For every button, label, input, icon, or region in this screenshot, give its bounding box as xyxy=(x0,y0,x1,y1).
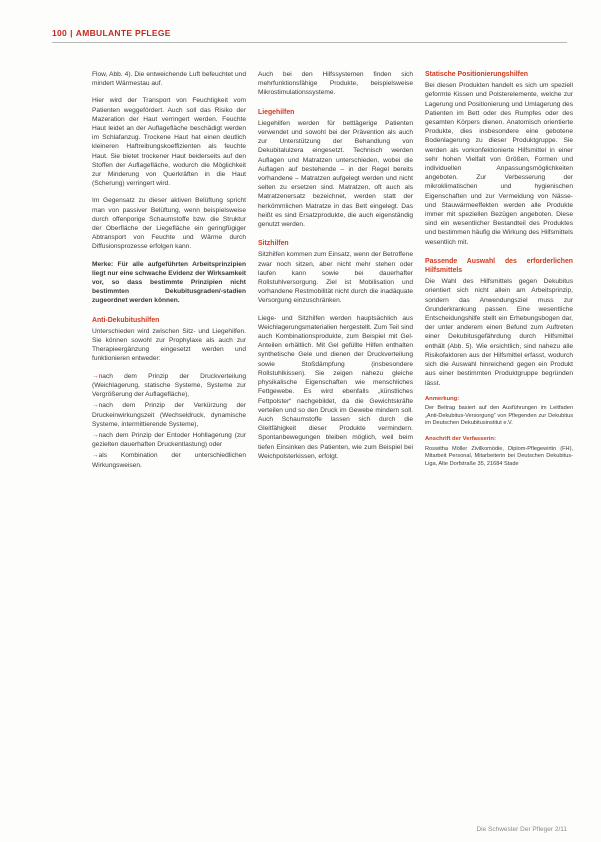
footnotes xyxy=(425,396,573,469)
principle-list xyxy=(92,372,246,470)
section-title: AMBULANTE PFLEGE xyxy=(75,28,171,38)
column-1 xyxy=(92,70,246,478)
section-heading: Liegehilfen xyxy=(258,108,295,116)
section-heading: Statische Positionierungshilfen xyxy=(425,71,528,78)
paragraph: Die Wahl des Hilfsmittels gegen Dekubitus orientiert sich nicht allein am Arbeitsprinzip, sondern das Anwendungsziel muss zur Grunderkrankung passen. Eine wesentliche Entscheidungshilfe stellt ein Erhebungsbogen dar, der unter anderem einen Befund zum Auftreten einer Dekubitusgefährdung durch Hilfsmittel enthält (Abb. 5). Wie ersichtlich, sind nahezu alle Risikofaktoren aus der Hilfsmittel erfasst, wodurch sich die Auswahl hinreichend gegen ein Produkt aus einer bestimmten Produktgruppe begründen lässt. xyxy=(425,278,573,387)
page-footer: Die Schwester Der Pfleger 2/11 xyxy=(476,826,567,833)
list-item: → nach dem Prinzip der Druckverteilung (Weichlagerung, statische Systeme, Systeme zur Vergrößerung der Auflagefläche), xyxy=(92,372,246,400)
note-paragraph: Merke: Für alle aufgeführten Arbeitsprinzipien liegt nur eine schwache Evidenz der Wirksamkeit vor, so dass bestimmte Prinzipien nicht bestimmten Dekubitusgraden/-stadien zugeordnet werden können. xyxy=(92,260,246,305)
paragraph: Liege- und Sitzhilfen werden hauptsächlich aus Weichlagerungsmaterialien hergestellt. Zum Teil sind auch Kombinationsprodukte, zum Beispiel mit Gel-Anteilen erhältlich. Mit Gel gefüllte Hilfen enthalten synthetische Gele und dienen der Druckverteilung sowie Stoßdämpfung (insbesondere Rollstuhlkissen). Sie zeigen nahezu gleiche physikalische Eigenschaften wie menschliches Fettgewebe. Es wird ebenfalls „künstliches Fettpolster“ nachgebildet, da die Gewichtskräfte verteilen und so den Druck im Gewebe mindern soll. Auch Schaumstoffe lassen sich durch die Gleitfähigkeit dieser Produkte vermindern. Spontanbewegungen bleiben möglich, weil beim tiefen Einsinken des Patienten, wie zum Beispiel bei Weichpolsterkissen, erfolgt. xyxy=(258,314,413,460)
paragraph: Liegehilfen werden für bettlägerige Patienten verwendet und sowohl bei der Prävention als auch zur Unterstützung der Behandlung von Dekubitalulzera eingesetzt. Technisch werden Auflagen und Matratzen unterschieden, wobei die Auflagen auf bestehende – in der Regel bereits vorhandene – Matratzen aufgelegt werden und nicht selten zu ersetzen sind. Matratzen, oft auch als Matratzenersatz bezeichnet, werden statt der herkömmlichen Matratze in das Bett eingelegt. Das heißt es sind Ersatzprodukte, die auch eigenständig genutzt werden. xyxy=(258,119,413,229)
paragraph: Im Gegensatz zu dieser aktiven Belüftung spricht man von passiver Belüftung, wenn beispielsweise durch offenporige Schaumstoffe bzw. die Struktur der Oberfläche der Liegefläche ein geringfügiger Abtransport von Feuchte und Wärme durch Diffusionsprozesse erfolgen kann. xyxy=(92,197,246,251)
page-header xyxy=(52,28,171,38)
paragraph: Hier wird der Transport von Feuchtigkeit vom Patienten weggefördert. Auch soll das Risiko der Mazeration der Haut verringert werden. Feuchte Haut leidet an der Auflagefläche beschädigt werden im Schlafanzug. Trockene Haut hat einen deutlich kleineren Haftreibungskoeffizienten als feuchte Haut. Sie bietet trockener Haut beiderseits auf den Stoffen der Auflagefläche, wodurch die Möglichkeit zur Minderung von Querkräften in die Haut (Scherung) verringert wird. xyxy=(92,97,246,188)
page-number: 100 xyxy=(52,28,68,38)
paragraph: Auch bei den Hilfssystemen finden sich mehrfunktionsfähige Produkte, beispielsweise Mikrostimulationssysteme. xyxy=(258,71,413,97)
note-title: Anmerkung: xyxy=(425,395,460,402)
section-heading: Sitzhilfen xyxy=(258,240,289,248)
header-rule xyxy=(52,42,567,43)
column-3 xyxy=(425,70,573,474)
paragraph: Sitzhilfen kommen zum Einsatz, wenn der Betroffene zwar noch sitzen, aber nicht mehr stehen oder laufen kann sowie bei dauerhafter Rollstuhlversorgung. Ziel ist Mobilisation und vorhandene Restmobilität nicht durch die inadäquate Versorgung einzuschränken. xyxy=(258,251,413,305)
list-item: → als Kombination der unterschiedlichen Wirkungsweisen. xyxy=(92,451,246,469)
column-2 xyxy=(258,70,413,469)
header-separator: | xyxy=(70,28,73,38)
paragraph: Unterschieden wird zwischen Sitz- und Liegehilfen. Sie können sowohl zur Prophylaxe als auch zur Therapieergänzung eingesetzt werden und funktionieren entweder: xyxy=(92,327,246,363)
paragraph: Bei diesen Produkten handelt es sich um speziell geformte Kissen und Polsterelemente, welche zur Lagerung und Positionierung und Umlagerung des Patienten im Bett oder des Rumpfes oder des gesamten Körpers dienen. Anatomisch orientierte Produkte, dies insbesondere eine gebotene Bodenlagerung zu dieser Produktgruppe. Sie werden als vorkonfektionierte Hilfsmittel in einer sehr hohen Vielfalt von Größen, Formen und individuellen Anpassungsmöglichkeiten angeboten. Zur Verbesserung der mikroklimatischen und hygienischen Eigenschaften und zur Vermeidung von Nässe- und Stauwärmeeffekten werden alle Produkte immer mit speziellen Bezügen angeboten. Diese sind ein wesentlicher Bestandteil des Produktes und bestimmen häufig die Wirkung des Hilfsmittels wesentlich mit. xyxy=(425,82,573,246)
note-text: Der Beitrag basiert auf den Ausführungen im Leitfaden „Anti-Dekubitus-Versorgung“ von Pflegenden zur Dekubitus im Deutschen Dekubitusinstitut e.V. xyxy=(425,405,573,427)
section-heading: Anti-Dekubitushilfen xyxy=(92,316,160,324)
author-title: Anschrift der Verfasserin: xyxy=(425,436,496,443)
paragraph: Flow, Abb. 4). Die entweichende Luft befeuchtet und mindert Wärmestau auf. xyxy=(92,71,246,88)
list-item: → nach dem Prinzip der Entoder Hohllagerung (zur gezielten dauerhaften Druckentlastung) oder xyxy=(92,431,246,449)
author-address: Roswitha Möller Zivilkomödie, Diplom-Pflegewirtin (FH), Mitarbeit Personal, Mitarbeiterin bei Deutschen Dekubitus-Liga, Alte Dorfstraße 35, 21684 Stade xyxy=(425,445,573,467)
list-item: → nach dem Prinzip der Verkürzung der Druckeinwirkungszeit (Wechseldruck, dynamische Systeme, intermittierende Systeme), xyxy=(92,401,246,429)
section-heading: Passende Auswahl des erforderlichen Hilfsmittels xyxy=(425,257,573,275)
